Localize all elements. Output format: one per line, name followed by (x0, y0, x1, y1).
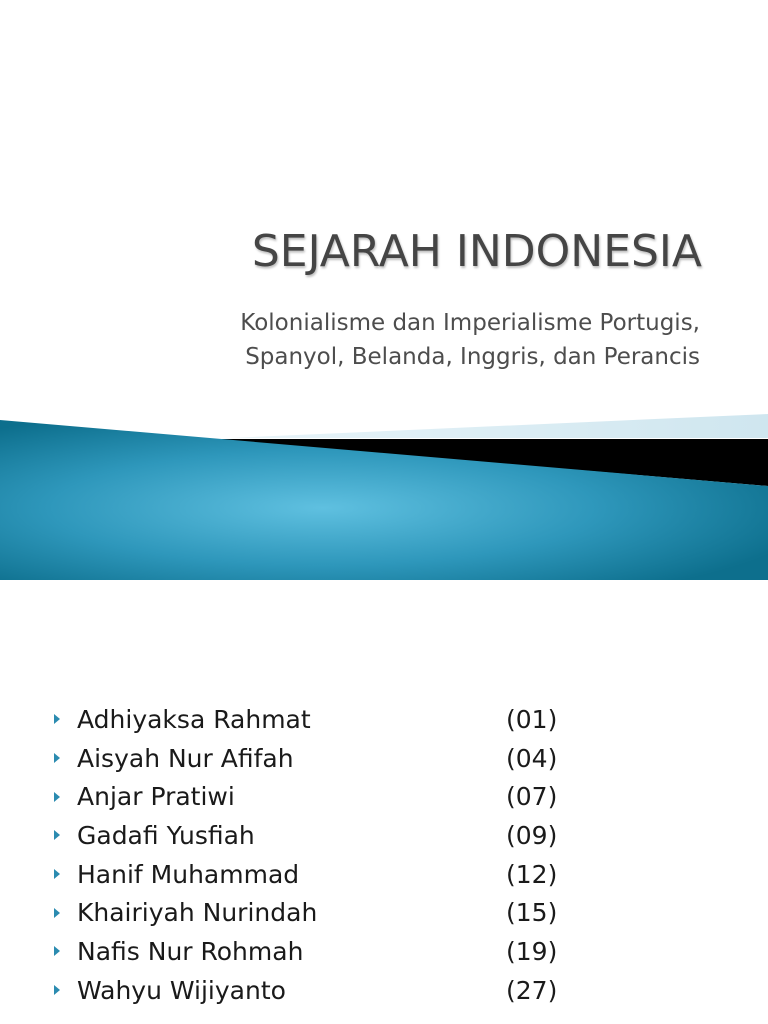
list-item (54, 777, 614, 816)
triangle-right-icon (54, 753, 60, 763)
member-name: Anjar Pratiwi (77, 782, 235, 812)
member-number: (07) (506, 782, 558, 812)
member-number: (15) (506, 898, 558, 928)
triangle-right-icon (54, 869, 60, 879)
decorative-banner (0, 410, 768, 580)
list-item (54, 816, 614, 855)
member-number: (27) (506, 975, 558, 1005)
member-name: Hanif Muhammad (77, 859, 300, 889)
member-number: (04) (506, 743, 558, 773)
banner-light-strip (230, 414, 768, 438)
list-item (54, 932, 614, 971)
triangle-right-icon (54, 714, 60, 724)
triangle-right-icon (54, 985, 60, 995)
member-name: Gadafi Yusfiah (77, 820, 255, 850)
member-number: (09) (506, 820, 558, 850)
subtitle-line: Kolonialisme dan Imperialisme Portugis, (240, 310, 700, 336)
slide-subtitle (240, 306, 700, 374)
triangle-right-icon (54, 946, 60, 956)
member-name: Nafis Nur Rohmah (77, 936, 304, 966)
member-name: Khairiyah Nurindah (77, 898, 318, 928)
subtitle-line: Spanyol, Belanda, Inggris, dan Perancis (245, 344, 700, 370)
list-item (54, 855, 614, 894)
triangle-right-icon (54, 908, 60, 918)
list-item (54, 893, 614, 932)
list-item (54, 739, 614, 778)
member-name: Adhiyaksa Rahmat (77, 704, 311, 734)
member-number: (12) (506, 859, 558, 889)
list-item (54, 700, 614, 739)
slide-title: SEJARAH INDONESIA (251, 226, 702, 277)
triangle-right-icon (54, 830, 60, 840)
member-number: (19) (506, 936, 558, 966)
member-list (54, 700, 614, 1010)
member-name: Wahyu Wijiyanto (77, 975, 286, 1005)
triangle-right-icon (54, 792, 60, 802)
member-name: Aisyah Nur Afifah (77, 743, 294, 773)
member-number: (01) (506, 704, 558, 734)
list-item (54, 971, 614, 1010)
